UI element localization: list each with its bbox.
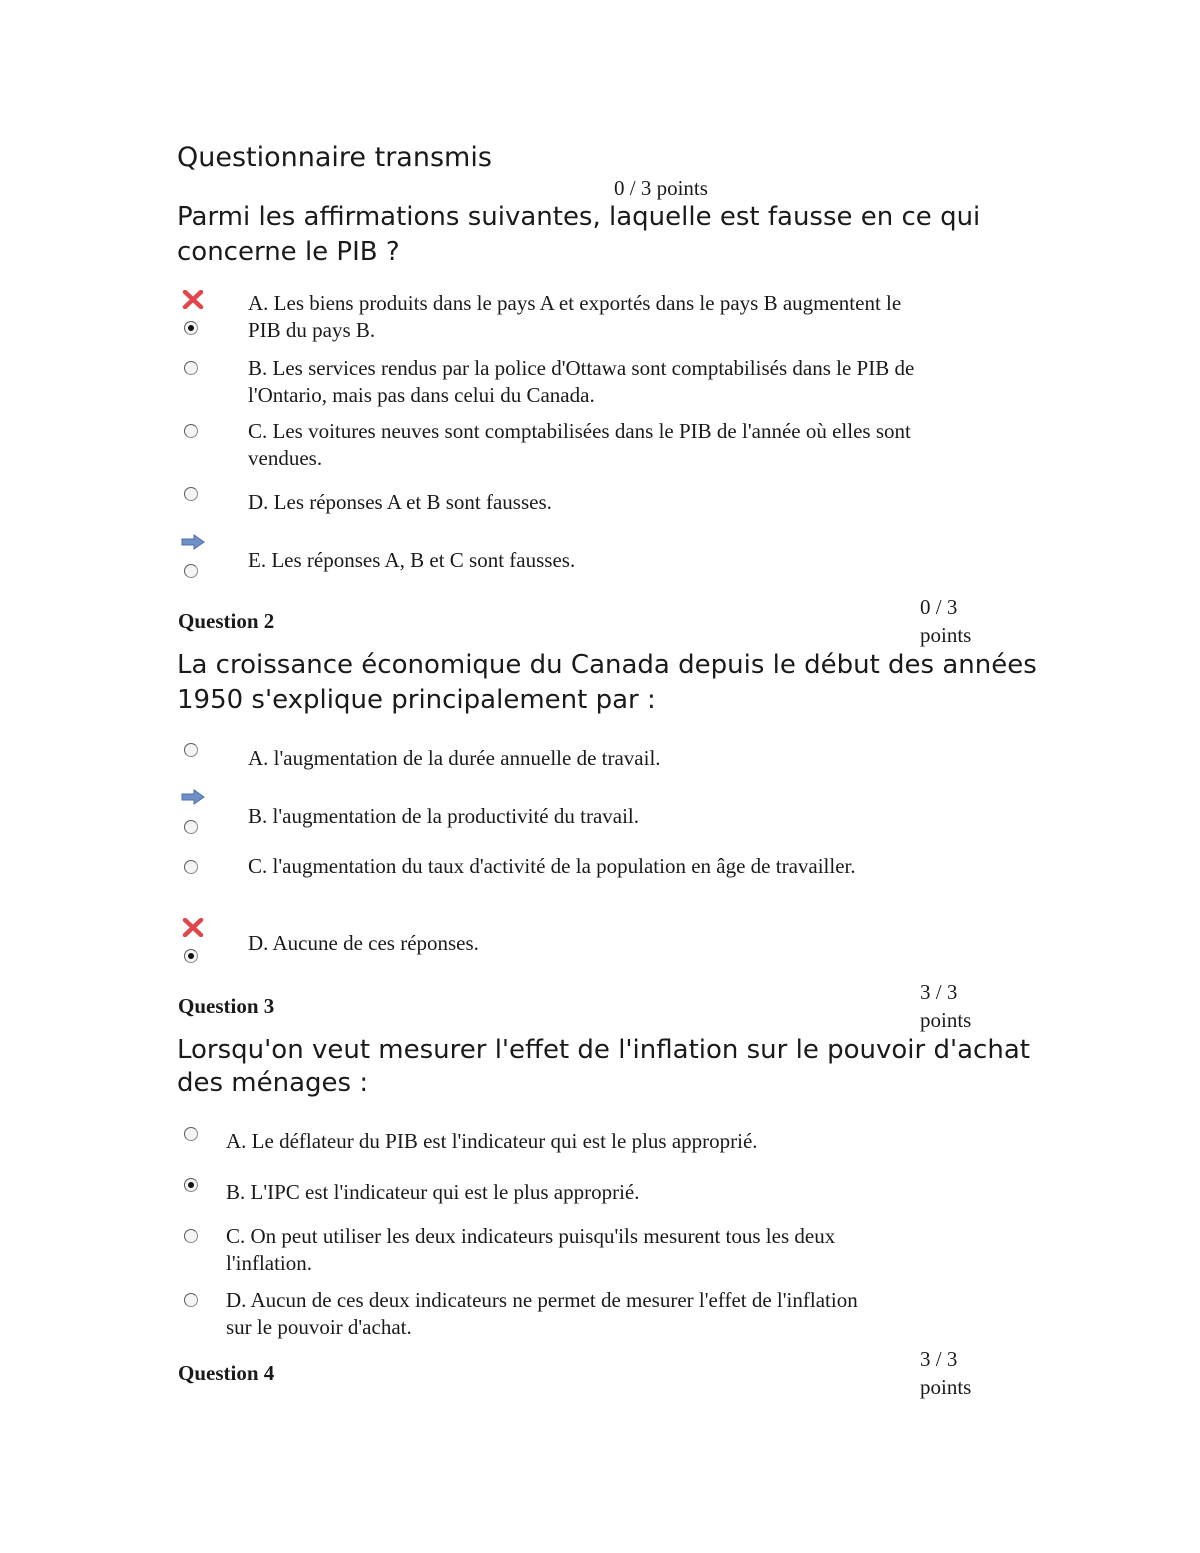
question-3-label: Question 3: [178, 994, 275, 1018]
question-2-option-d-radio[interactable]: [184, 949, 198, 963]
question-3-option-a-text: A. Le déflateur du PIB est l'indicateur qui est le plus approprié.: [226, 1129, 758, 1153]
question-2-points-value: 0 / 3: [920, 595, 958, 619]
question-1-option-c-radio[interactable]: [184, 424, 198, 438]
question-3-option-d-radio[interactable]: [184, 1293, 198, 1307]
question-2-option-a-radio[interactable]: [184, 743, 198, 757]
question-4-points-value: 3 / 3: [920, 1347, 958, 1371]
document-title: Questionnaire transmis: [177, 142, 492, 173]
question-4-label: Question 4: [178, 1361, 275, 1385]
question-3-option-b-text: B. L'IPC est l'indicateur qui est le plus approprié.: [226, 1180, 640, 1204]
question-3-points-value: 3 / 3: [920, 980, 958, 1004]
correct-answer-arrow-icon: [181, 789, 205, 805]
question-3-option-d-text: D. Aucun de ces deux indicateurs ne permet de mesurer l'effet de l'inflation sur le pouvoir d'achat.: [226, 1288, 858, 1339]
question-2-option-c-radio[interactable]: [184, 860, 198, 874]
question-1-option-a-radio[interactable]: [184, 321, 198, 335]
incorrect-x-icon: [182, 918, 204, 937]
question-1-option-b-text: B. Les services rendus par la police d'Ottawa sont comptabilisés dans le PIB de l'Ontario, mais pas dans celui du Canada.: [248, 356, 915, 407]
question-2-points-unit: points: [920, 623, 972, 647]
question-2-option-a-text: A. l'augmentation de la durée annuelle de travail.: [248, 746, 661, 770]
question-2-label: Question 2: [178, 609, 275, 633]
question-3-option-c-text: C. On peut utiliser les deux indicateurs puisqu'ils mesurent tous les deux l'inflation.: [226, 1224, 836, 1275]
incorrect-x-icon: [182, 290, 204, 309]
question-2-option-d-text: D. Aucune de ces réponses.: [248, 931, 479, 955]
question-3-option-c-radio[interactable]: [184, 1229, 198, 1243]
question-1-option-b-radio[interactable]: [184, 361, 198, 375]
question-2-option-c-text: C. l'augmentation du taux d'activité de la population en âge de travailler.: [248, 854, 856, 878]
question-1-option-c-text: C. Les voitures neuves sont comptabilisées dans le PIB de l'année où elles sont vendues.: [248, 419, 911, 470]
question-2-text: La croissance économique du Canada depuis le début des années 1950 s'explique principalement par :: [177, 650, 1037, 715]
question-4-points-unit: points: [920, 1375, 972, 1399]
question-1-points: 0 / 3 points: [614, 176, 708, 200]
question-3-text: Lorsqu'on veut mesurer l'effet de l'inflation sur le pouvoir d'achat des ménages :: [177, 1035, 1030, 1098]
question-3-points-unit: points: [920, 1008, 972, 1032]
question-1-option-d-text: D. Les réponses A et B sont fausses.: [248, 490, 552, 514]
question-1-option-d-radio[interactable]: [184, 487, 198, 501]
question-3-option-a-radio[interactable]: [184, 1127, 198, 1141]
question-1-option-a-text: A. Les biens produits dans le pays A et exportés dans le pays B augmentent le PIB du pays B.: [248, 291, 902, 342]
question-1-text: Parmi les affirmations suivantes, laquelle est fausse en ce qui concerne le PIB ?: [177, 202, 981, 267]
correct-answer-arrow-icon: [181, 534, 205, 550]
question-1-option-e-text: E. Les réponses A, B et C sont fausses.: [248, 548, 576, 572]
question-2-option-b-radio[interactable]: [184, 820, 198, 834]
question-2-option-b-text: B. l'augmentation de la productivité du travail.: [248, 804, 640, 828]
question-1-option-e-radio[interactable]: [184, 564, 198, 578]
question-3-option-b-radio[interactable]: [184, 1178, 198, 1192]
